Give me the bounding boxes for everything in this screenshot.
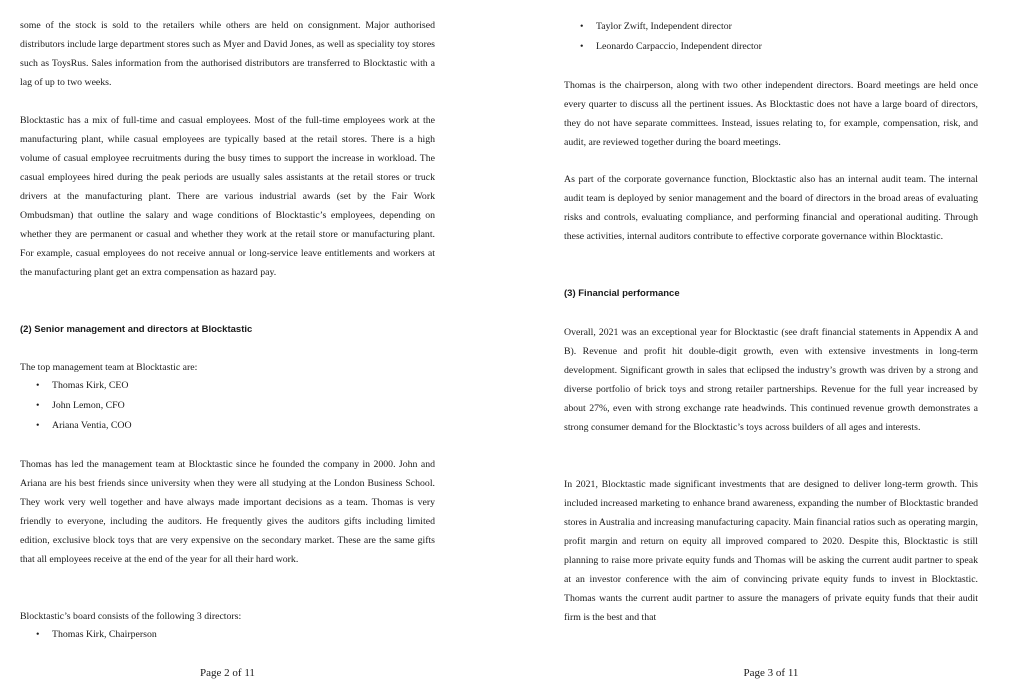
paragraph-internal-audit: As part of the corporate governance function, Blocktastic also has an internal audit team. The internal audit team is deployed by senior management and the board of directors in the broad areas of evaluating risks and controls, evaluating compliance, and performing financial and operational auditing. Through these activities, internal auditors contribute to effective corporate governance within Blocktastic. xyxy=(564,174,978,242)
paragraph-overall-performance: Overall, 2021 was an exceptional year for Blocktastic (see draft financial statements in Appendix A and B). Revenue and profit hit double-digit growth, even with extensive investments in long-term development. Significant growth in sales that eclipsed the industry’s growth was driven by a strong and diverse portfolio of brick toys and strong retailer partnerships. Revenue for the full year increased by about 27%, even with strong exchange rate headwinds. This continued revenue growth demonstrates a strong consumer demand for the Blocktastic’s toys across builders of all ages and interests. xyxy=(564,327,978,433)
bullet-icon: • xyxy=(36,629,40,640)
list-item: • Taylor Zwift, Independent director xyxy=(564,17,978,37)
paragraph-top-management-intro: The top management team at Blocktastic are: xyxy=(20,362,198,373)
list-item: • John Lemon, CFO xyxy=(20,396,435,416)
document-page-2 xyxy=(20,0,435,686)
section-heading-senior-management: (2) Senior management and directors at Blocktastic xyxy=(20,324,253,335)
paragraph-chairperson: Thomas is the chairperson, along with two other independent directors. Board meetings are held once every quarter to discuss all the pertinent issues. As Blocktastic does not have a large board of directors, they do not have separate committees. Instead, issues relating to, for example, compensation, risk, and audit, are reviewed together during the board meetings. xyxy=(564,80,978,148)
management-list xyxy=(20,376,435,436)
page-footer: Page 3 of 11 xyxy=(743,667,799,679)
paragraph-investments: In 2021, Blocktastic made significant investments that are designed to deliver long-term growth. This included increased marketing to enhance brand awareness, expanding the number of Blocktastic branded stores in Australia and increasing manufacturing capacity. Main financial ratios such as operating margin, profit margin and return on equity all improved compared to 2020. Despite this, Blocktastic is still planning to raise more private equity funds and Thomas will be asking the current audit partner to speak at an investor conference with the aim of convincing private equity funds to invest in Blocktastic. Thomas wants the current audit partner to assure the managers of private equity funds that their audit firm is the best and that xyxy=(564,479,978,623)
list-item: • Ariana Ventia, COO xyxy=(20,416,435,436)
bullet-icon: • xyxy=(36,400,40,411)
paragraph-board-intro: Blocktastic’s board consists of the following 3 directors: xyxy=(20,611,242,622)
section-heading-financial-performance: (3) Financial performance xyxy=(564,288,680,299)
bullet-icon: • xyxy=(580,21,584,32)
board-list xyxy=(20,625,435,645)
board-list-continued xyxy=(564,17,978,57)
paragraph-thomas-leadership: Thomas has led the management team at Blocktastic since he founded the company in 2000. John and Ariana are his best friends since university when they were all studying at the London Business School. They work very well together and have always made important decisions as a team. Thomas is very friendly to everyone, including the auditors. He frequently gives the auditors gifts including limited edition, exclusive block toys that are very expensive on the secondary market. These are the same gifts that all employees receive at the end of the year for all their hard work. xyxy=(20,459,435,565)
page-footer: Page 2 of 11 xyxy=(200,667,255,679)
list-item: • Thomas Kirk, Chairperson xyxy=(20,625,435,645)
document-page-3 xyxy=(564,0,978,686)
list-item: • Thomas Kirk, CEO xyxy=(20,376,435,396)
bullet-icon: • xyxy=(36,380,40,391)
paragraph-distributors: some of the stock is sold to the retailers while others are held on consignment. Major authorised distributors include large department stores such as Myer and David Jones, as well as speciality toy stores such as ToysRus. Sales information from the authorised distributors are transferred to Blocktastic with a lag of up to two weeks. xyxy=(20,20,435,88)
bullet-icon: • xyxy=(36,420,40,431)
paragraph-employees: Blocktastic has a mix of full-time and casual employees. Most of the full-time employees work at the manufacturing plant, while casual employees are typically based at the retail stores. There is a high volume of casual employee recruitments during the busy times to support the increase in workload. The casual employees hired during the peak periods are usually sales assistants at the retail stores or truck drivers at the manufacturing plant. There are various industrial awards (set by the Fair Work Ombudsman) that outline the salary and wage conditions of Blocktastic’s employees, depending on whether they are permanent or casual and whether they work at the retail store or manufacturing plant. For example, casual employees do not receive annual or long-service leave entitlements and workers at the manufacturing plant get an extra compensation as hazard pay. xyxy=(20,115,435,278)
bullet-icon: • xyxy=(580,41,584,52)
list-item: • Leonardo Carpaccio, Independent director xyxy=(564,37,978,57)
